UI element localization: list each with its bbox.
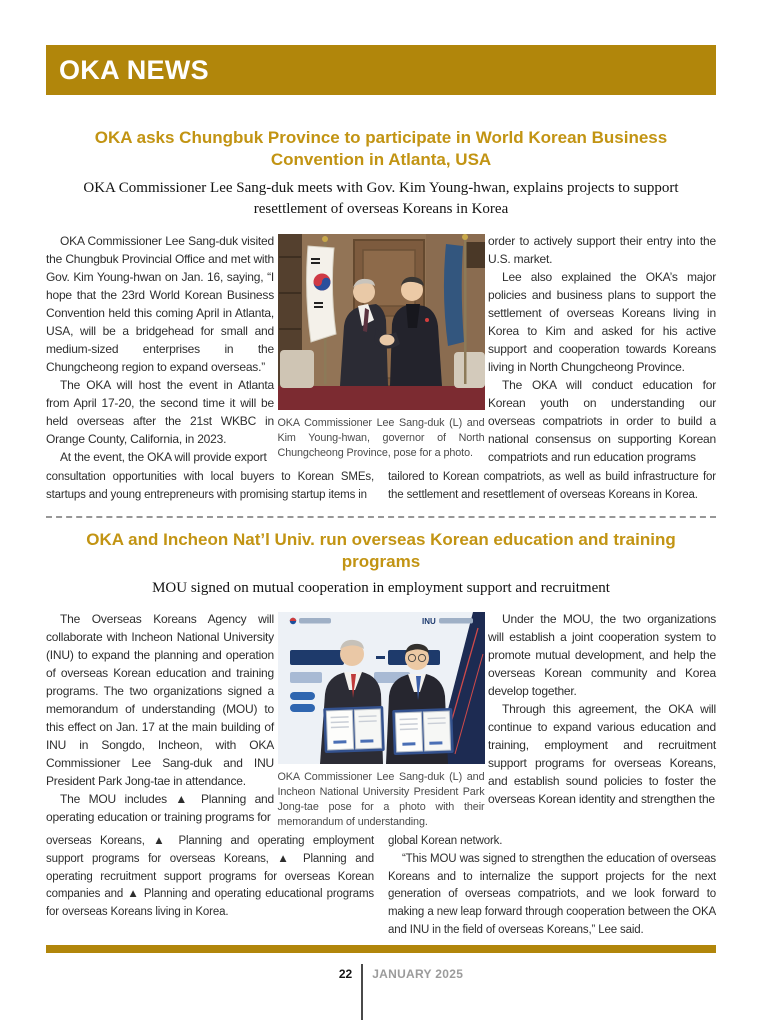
article2-body [46,610,716,830]
mou-folder-left [323,706,385,753]
page-number: 22 [338,967,353,981]
photo-caption: OKA Commissioner Lee Sang-duk (L) and Kim Young-hwan, governor of North Chungcheong Province, pose for a photo. [277,416,485,459]
page-footer [0,945,762,1020]
article2-right-column [488,610,716,808]
paragraph: The MOU includes ▲ Planning and operating education or training programs for [46,792,274,825]
paragraph: order to actively support their entry into the U.S. market. [488,233,716,266]
article1-left-column [46,232,274,466]
photo-caption: OKA Commissioner Lee Sang-duk (L) and Incheon National University President Park Jong-tae pose for a photo with their memorandum of understanding. [277,771,485,829]
article1-right-column [488,232,716,466]
paragraph: “This MOU was signed to strengthen the education of overseas Koreans and to internalize the support projects for the next generation of overseas compatriots, and we look forward to making a new leap forward through cooperation between the OKA and INU in the field of overseas Koreans,” Lee said. [388,852,716,936]
svg-text:INU: INU [421,617,436,627]
photo-mou-image [278,612,485,764]
paragraph: The OKA will conduct education for Korean youth on understanding our overseas compatriots in order to build a national consensus on supporting Korean compatriots and run education programs [488,377,716,464]
photo-handshake-image [278,234,485,410]
issue-date: JANUARY 2025 [372,967,464,981]
lapel-pin [425,318,429,322]
paragraph: overseas Koreans, ▲ Planning and operating employment support programs for overseas Koreans, ▲ Planning and operating recruitment support programs for overseas Korean companies and ▲ Planning and operating educational programs for overseas Koreans living in Korea. [46,834,374,919]
article2-bottom-left [46,833,374,940]
dashed-divider [46,516,716,518]
chair-right [454,352,485,388]
article1-bottom-left [46,469,374,505]
wall-frame [464,242,485,268]
article1-bottom-right [388,469,716,505]
handshake-hands [379,334,394,345]
paragraph: At the event, the OKA will provide export [60,449,267,464]
page-banner [46,45,716,95]
article-wkbc [46,127,716,505]
paragraph: The Overseas Koreans Agency will collaborate with Incheon National University (INU) to expand the planning and operation of overseas Korean education and training programs. The two organizations signed a memorandum of understanding (MOU) to this effect on Jan. 17 at the main building of INU in Songdo, Incheon, with OKA Commissioner Lee Sang-duk and INU President Park Jong-tae in attendance. [46,612,274,789]
footer-accent-bar [46,945,716,953]
article1-body-continued [46,469,716,505]
backdrop-tag [290,692,315,700]
mou-folder-right [392,708,454,755]
chair-left [280,350,314,388]
photo-handshake [278,234,485,461]
article2-bottom-right [388,833,716,940]
article2-title: OKA and Incheon Nat’l Univ. run overseas Korean education and training programs [86,529,676,571]
article2-body-continued [46,833,716,940]
paragraph: consultation opportunities with local buyers to Korean SMEs, startups and young entrepreneurs with promising startup items in [46,470,374,501]
paragraph: Under the MOU, the two organizations will establish a joint cooperation system to promote mutual development, and help the overseas Korean community and Korea develop together. [488,612,716,699]
backdrop-tag [290,704,315,712]
article1-body [46,232,716,466]
paragraph: tailored to Korean compatriots, as well as build infrastructure for the settlement and resettlement of overseas Koreans in Korea. [388,470,716,501]
article2-left-column [46,610,274,826]
banner-title: OKA NEWS [59,54,209,85]
page-info [20,964,762,1020]
photo-mou-signing [278,612,485,830]
paragraph: global Korean network. [388,834,503,847]
paragraph: Through this agreement, the OKA will continue to expand various education and training, employment and recruitment support programs for overseas Koreans, and establish sound policies to foster the overseas Korean identity and strengthen the [488,702,716,807]
article1-subtitle: OKA Commissioner Lee Sang-duk meets with Gov. Kim Young-hwan, explains projects to support resettlement of overseas Koreans in Korea [83,179,679,217]
paragraph: Lee also explained the OKA’s major policies and business plans to support the settlement of overseas Koreans living in Korea to Kim and asked for his active support and cooperation towards Koreans living in North Chungcheong Province. [488,269,716,374]
article2-subtitle: MOU signed on mutual cooperation in employment support and recruitment [152,580,610,597]
article1-title: OKA asks Chungbuk Province to participate in World Korean Business Convention in Atlanta, USA [94,128,668,170]
article-inu-mou [46,529,716,940]
red-carpet [278,386,485,410]
paragraph: The OKA will host the event in Atlanta from April 17-20, the second time it will be held overseas after the 21st WKBC in Orange County, California, in 2023. [46,377,274,446]
paragraph: OKA Commissioner Lee Sang-duk visited the Chungbuk Provincial Office and met with Gov. Kim Young-hwan on Jan. 16, saying, “I hope that the 23rd World Korean Business Convention held this coming April in Atlanta, USA, will be a bridgehead for small and medium-sized enterprises in the Chungcheong region to expand overseas.” [46,233,274,374]
footer-rule [361,964,363,1020]
